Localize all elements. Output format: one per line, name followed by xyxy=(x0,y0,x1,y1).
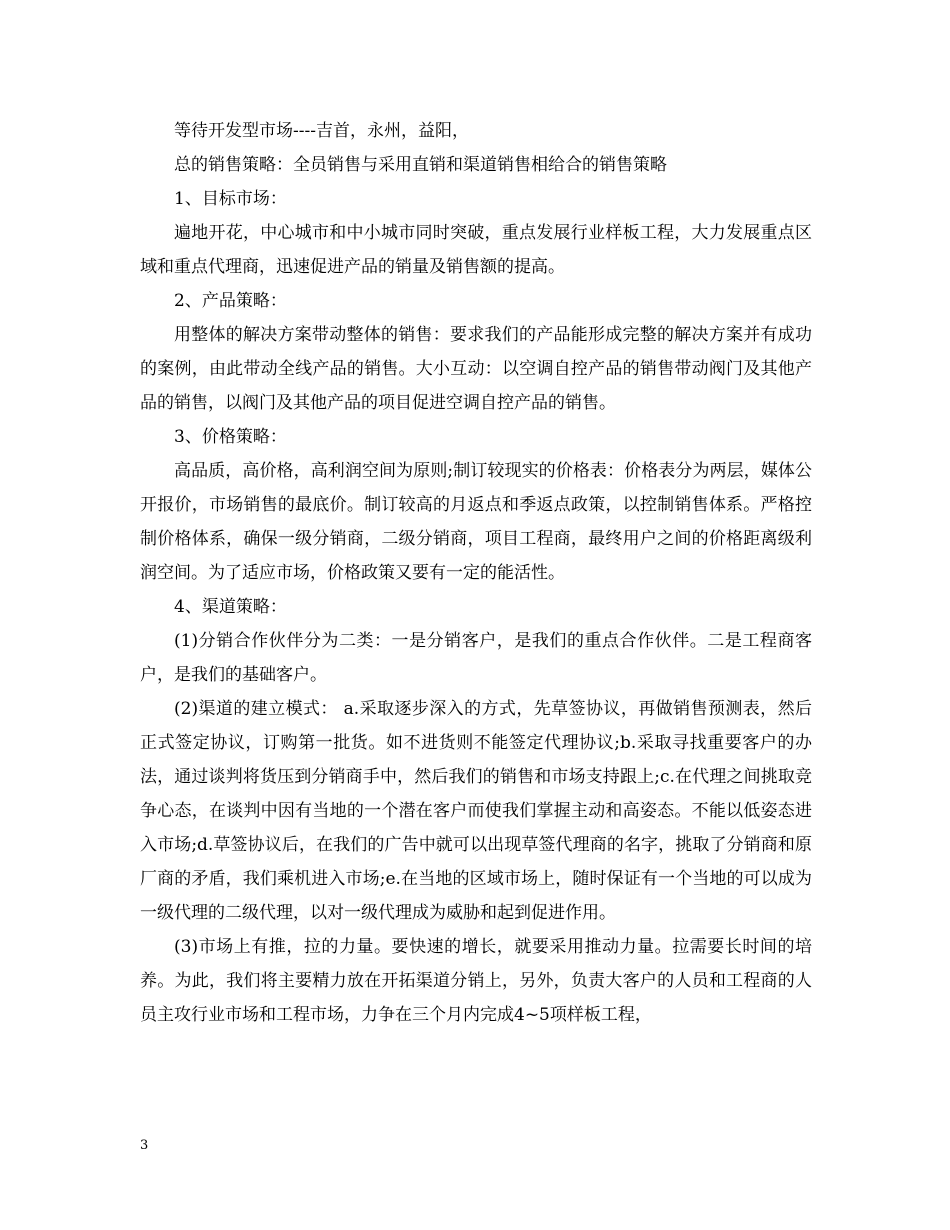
paragraph-channel-model: (2)渠道的建立模式： a.采取逐步深入的方式，先草签协议，再做销售预测表，然后正式签定协议，订购第一批货。如不进货则不能签定代理协议;b.采取寻找重要客户的办法，通过谈判将货压到分销商手中，然后我们的销售和市场支持跟上;c.在代理之间挑取竞争心态，在谈判中因有当地的一个潜在客户而使我们掌握主动和高姿态。不能以低姿态进入市场;d.草签协议后，在我们的广告中就可以出现草签代理商的名字，挑取了分销商和原厂商的矛盾，我们乘机进入市场;e.在当地的区域市场上，随时保证有一个当地的可以成为一级代理的二级代理，以对一级代理成为威胁和起到促进作用。 xyxy=(140,699,812,923)
heading-channel-strategy: 4、渠道策略： xyxy=(174,597,287,617)
heading-price-strategy: 3、价格策略： xyxy=(174,427,287,447)
page-number: 3 xyxy=(140,1138,149,1153)
paragraph-product-strategy: 用整体的解决方案带动整体的销售：要求我们的产品能形成完整的解决方案并有成功的案例，由此带动全线产品的销售。大小互动：以空调自控产品的销售带动阀门及其他产品的销售，以阀门及其他产品的项目促进空调自控产品的销售。 xyxy=(140,325,812,413)
heading-target-market: 1、目标市场： xyxy=(174,189,287,209)
paragraph-price-strategy: 高品质，高价格，高利润空间为原则;制订较现实的价格表：价格表分为两层，媒体公开报价，市场销售的最底价。制订较高的月返点和季返点政策，以控制销售体系。严格控制价格体系，确保一级分销商，二级分销商，项目工程商，最终用户之间的价格距离级利润空间。为了适应市场，价格政策又要有一定的能活性。 xyxy=(140,461,812,583)
document-body xyxy=(140,114,812,1032)
heading-product-strategy: 2、产品策略： xyxy=(174,291,287,311)
paragraph-push-pull: (3)市场上有推，拉的力量。要快速的增长，就要采用推动力量。拉需要长时间的培养。为此，我们将主要精力放在开拓渠道分销上，另外，负责大客户的人员和工程商的人员主攻行业市场和工程市场，力争在三个月内完成4~5项样板工程， xyxy=(140,937,812,1025)
paragraph-channel-partners: (1)分销合作伙伴分为二类：一是分销客户，是我们的重点合作伙伴。二是工程商客户，是我们的基础客户。 xyxy=(140,631,812,685)
paragraph-target-market: 遍地开花，中心城市和中小城市同时突破，重点发展行业样板工程，大力发展重点区域和重点代理商，迅速促进产品的销量及销售额的提高。 xyxy=(140,223,812,277)
paragraph-overall-strategy: 总的销售策略：全员销售与采用直销和渠道销售相给合的销售策略 xyxy=(174,155,667,175)
paragraph-pending-markets: 等待开发型市场----吉首，永州，益阳， xyxy=(174,121,469,141)
